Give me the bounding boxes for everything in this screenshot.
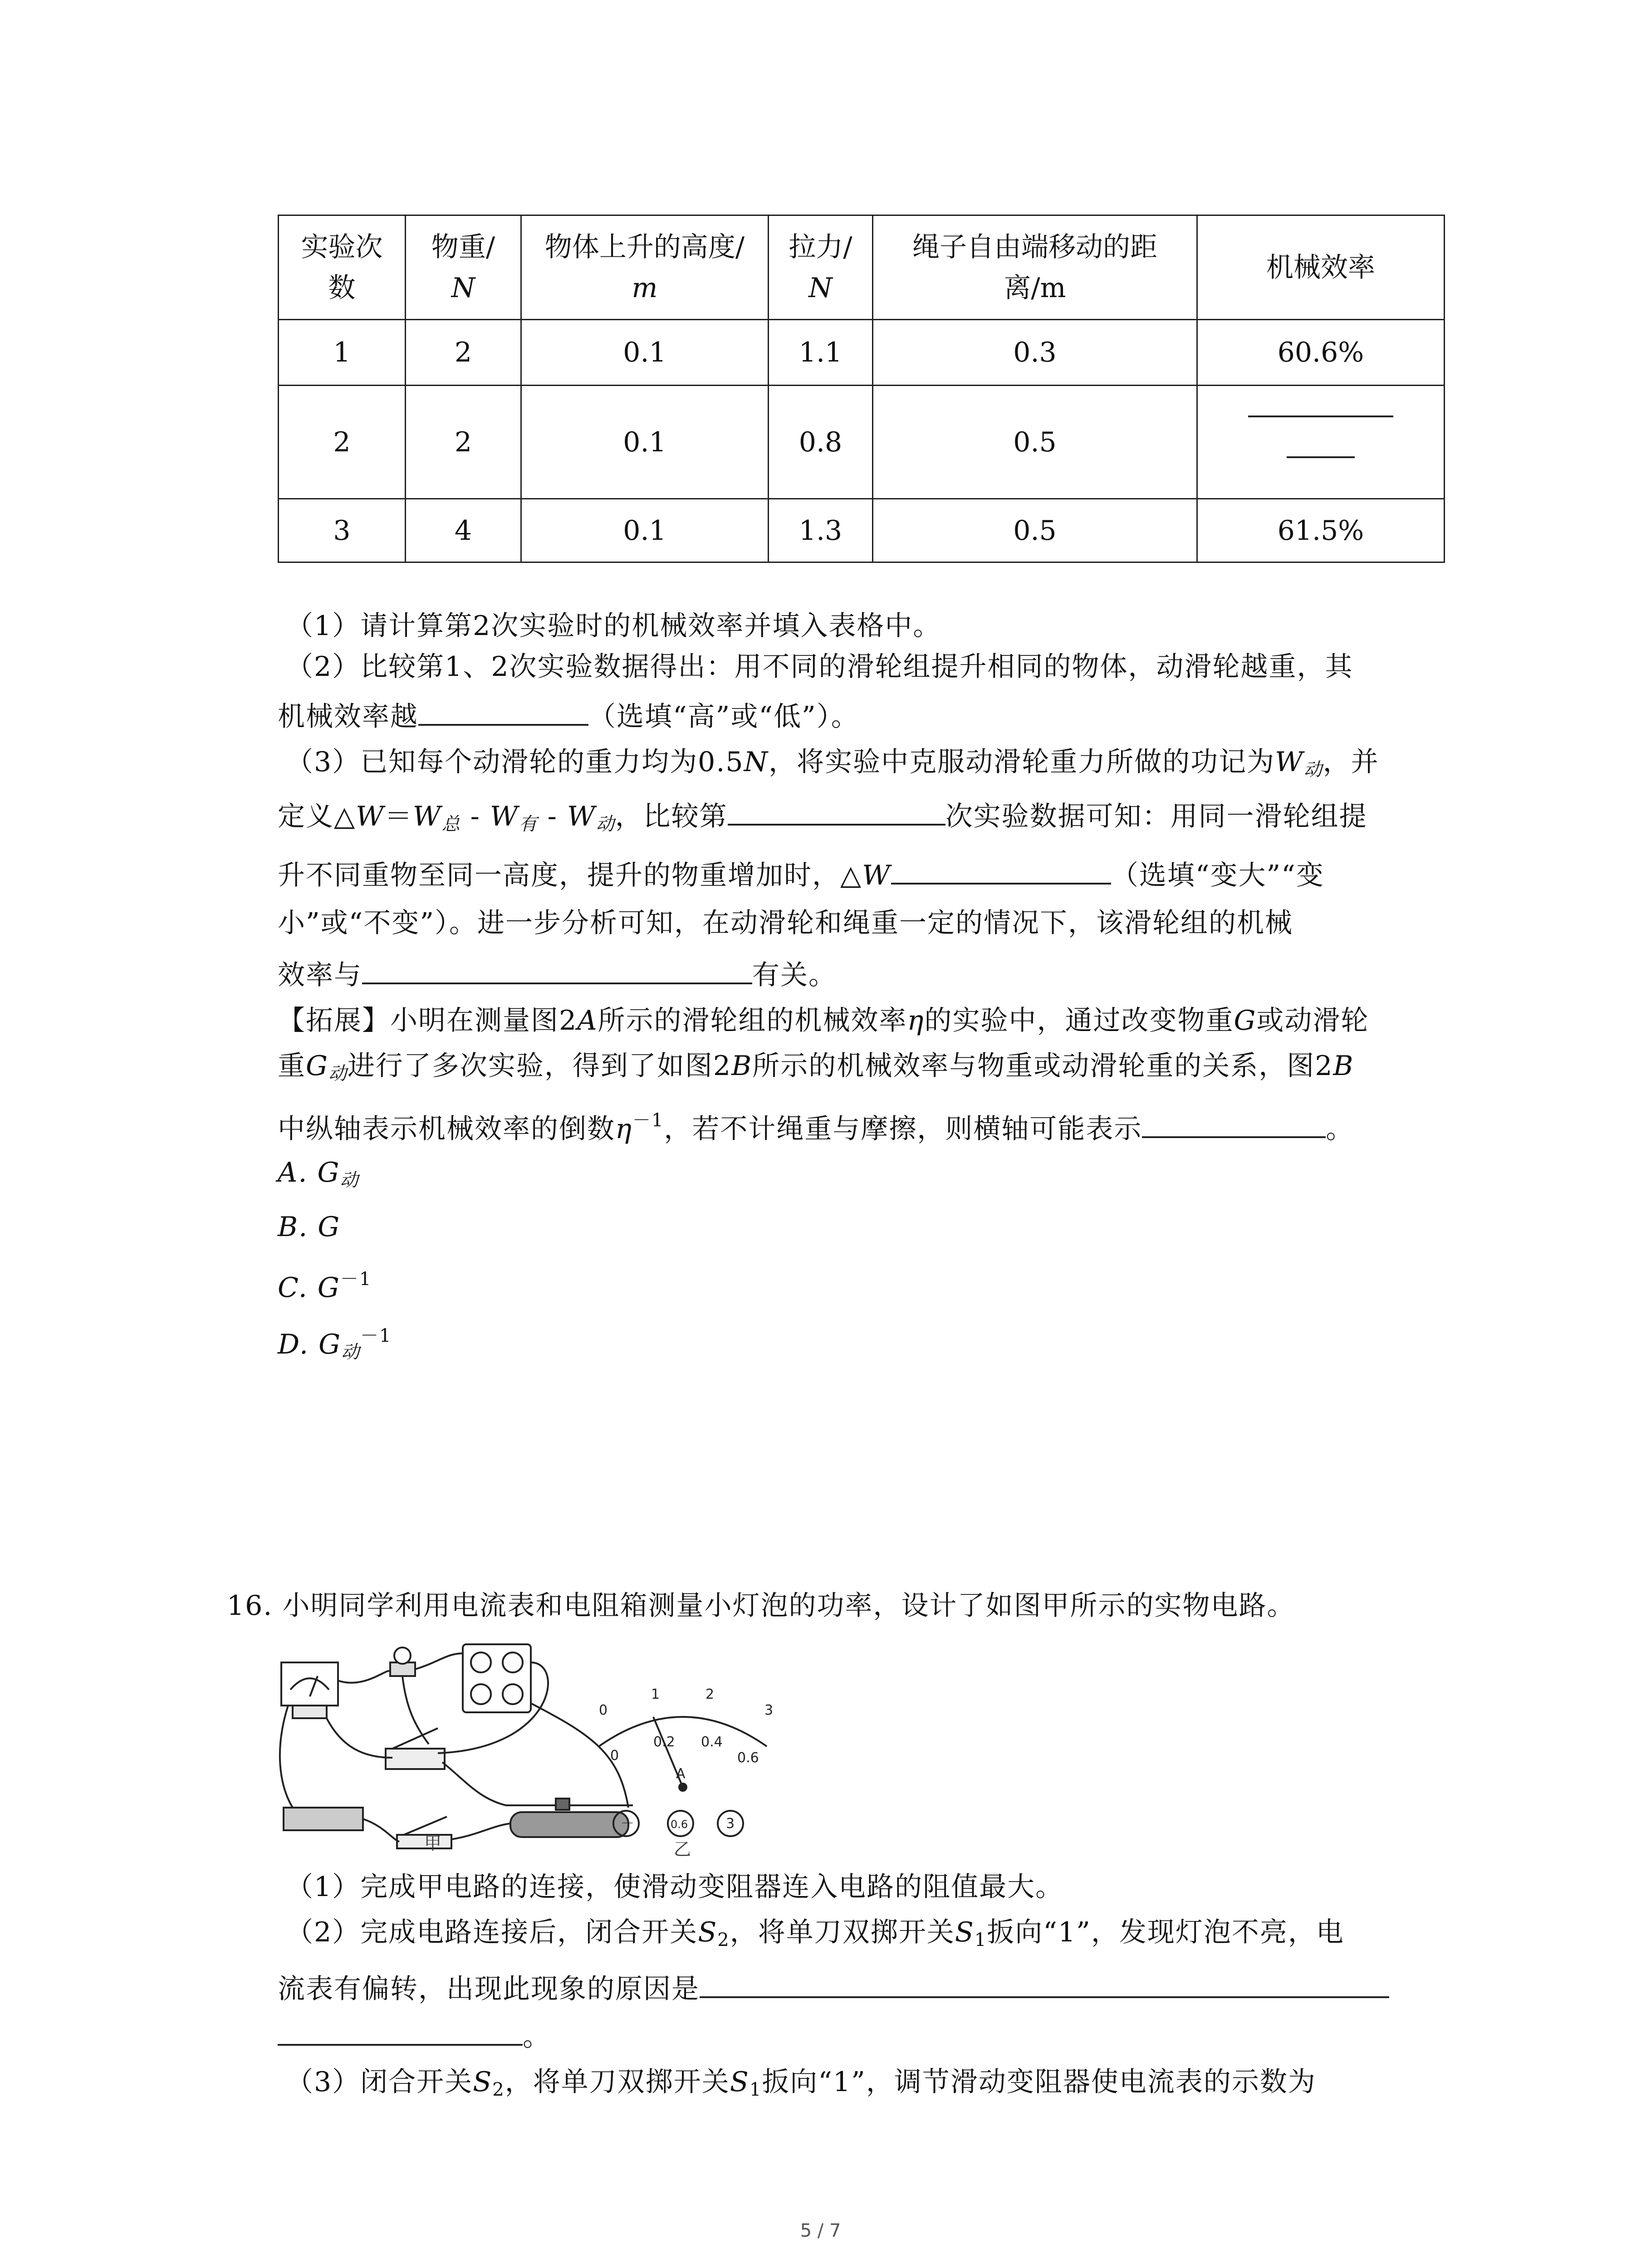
scale-top-0: 0 xyxy=(599,1702,608,1718)
table-row xyxy=(279,320,1445,386)
cell-weight: 2 xyxy=(406,386,521,499)
blank-line xyxy=(1287,456,1355,458)
scale-bottom-2: 0.4 xyxy=(701,1734,723,1750)
q16-stem: 16. 小明同学利用电流表和电阻箱测量小灯泡的功率，设计了如图甲所示的实物电路。 xyxy=(227,1590,1295,1622)
terminal-negative: － xyxy=(621,1816,634,1832)
cell-height: 0.1 xyxy=(521,499,769,562)
question-number: 16. xyxy=(227,1590,273,1622)
figure-label-jia: 甲 xyxy=(424,1833,442,1853)
scale-top-2: 2 xyxy=(705,1686,715,1702)
q16-part3-line1: （3）闭合开关$S_2$，将单刀双掷开关$S_1$扳向“1”，调节滑动变阻器使电流表的示数为 xyxy=(286,2066,1316,2100)
header-distance: 绳子自由端移动的距 离/m xyxy=(873,215,1197,320)
cell-distance: 0.5 xyxy=(873,386,1197,499)
scale-top-1: 1 xyxy=(651,1686,660,1702)
q15-part3-line2: 定义$\triangle W=W_总 - W_有 - W_动$，比较第 次实验数据可知：用同一滑轮组提 xyxy=(278,798,1367,842)
answer-blank-related-factor[interactable] xyxy=(362,957,752,984)
answer-blank-delta-w[interactable] xyxy=(891,857,1111,885)
q15-extension-line3: 中纵轴表示机械效率的倒数$\eta^{-1}$，若不计绳重与摩擦，则横轴可能表示 。 xyxy=(278,1110,1354,1145)
cell-height: 0.1 xyxy=(521,386,769,499)
header-trial: 实验次 数 xyxy=(279,215,406,320)
ammeter-dial-yi xyxy=(585,1678,780,1860)
cell-efficiency: 61.5% xyxy=(1197,499,1445,562)
scale-bottom-0: 0 xyxy=(610,1748,619,1764)
table-row xyxy=(279,386,1445,499)
q16-part1: （1）完成甲电路的连接，使滑动变阻器连入电路的阻值最大。 xyxy=(286,1871,1064,1903)
header-weight: 物重/ N xyxy=(406,215,521,320)
answer-blank-x-axis[interactable] xyxy=(1142,1111,1326,1138)
q15-part1: （1）请计算第2次实验时的机械效率并填入表格中。 xyxy=(286,610,941,642)
cell-efficiency: 60.6% xyxy=(1197,320,1445,386)
cell-force: 0.8 xyxy=(769,386,873,499)
q15-part3-line3: 升不同重物至同一高度，提升的物重增加时，△W （选填“变大”“变 xyxy=(278,857,1324,894)
header-efficiency: 机械效率 xyxy=(1197,215,1445,320)
terminal-3: 3 xyxy=(726,1816,735,1832)
q15-part2-line1: （2）比较第1、2次实验数据得出：用不同的滑轮组提升相同的物体，动滑轮越重，其 xyxy=(286,651,1353,683)
scale-bottom-1: 0.2 xyxy=(653,1734,675,1750)
scale-top-3: 3 xyxy=(764,1702,774,1718)
header-height: 物体上升的高度/ m xyxy=(521,215,769,320)
cell-weight: 4 xyxy=(406,499,521,562)
q15-part2-line2: 机械效率越 （选填“高”或“低”）。 xyxy=(278,699,859,735)
cell-height: 0.1 xyxy=(521,320,769,386)
option-b[interactable]: B. G xyxy=(278,1211,341,1243)
answer-blank-trial-numbers[interactable] xyxy=(728,798,945,826)
q16-part2-line3: 。 xyxy=(278,2019,551,2055)
table-row xyxy=(279,499,1445,562)
ammeter-unit: A xyxy=(676,1766,686,1782)
cell-trial: 3 xyxy=(279,499,406,562)
q15-extension-line1: 【拓展】小明在测量图2A所示的滑轮组的机械效率η的实验中，通过改变物重G或动滑轮 xyxy=(278,1005,1369,1036)
header-force: 拉力/ N xyxy=(769,215,873,320)
cell-distance: 0.5 xyxy=(873,499,1197,562)
page-number: 5 / 7 xyxy=(800,2220,841,2241)
cell-trial: 2 xyxy=(279,386,406,499)
q15-part3-line1: （3）已知每个动滑轮的重力均为0.5N，将实验中克服动滑轮重力所做的功记为$W_动$，并 xyxy=(286,746,1379,780)
answer-blank-reason-cont[interactable] xyxy=(278,2019,523,2046)
table-header-row xyxy=(279,215,1445,320)
option-c[interactable]: C. $G^{-1}$ xyxy=(278,1269,372,1304)
cell-weight: 2 xyxy=(406,320,521,386)
cell-trial: 1 xyxy=(279,320,406,386)
cell-force: 1.1 xyxy=(769,320,873,386)
q15-extension-line2: 重$G_动$进行了多次实验，得到了如图2B所示的机械效率与物重或动滑轮重的关系，图2B xyxy=(278,1050,1354,1084)
experiment-table xyxy=(278,215,1445,563)
blank-line xyxy=(1248,415,1393,417)
terminal-06: 0.6 xyxy=(671,1818,688,1831)
scale-bottom-3: 0.6 xyxy=(737,1750,759,1766)
answer-blank-reason[interactable] xyxy=(700,1971,1389,1998)
answer-blank-high-low[interactable] xyxy=(418,699,588,726)
cell-force: 1.3 xyxy=(769,499,873,562)
q16-part2-line2: 流表有偏转，出现此现象的原因是 xyxy=(278,1971,1389,2007)
figure-label-yi: 乙 xyxy=(674,1839,691,1859)
q15-part3-line4: 小”或“不变”）。进一步分析可知，在动滑轮和绳重一定的情况下，该滑轮组的机械 xyxy=(278,907,1293,939)
option-d[interactable]: D. $G_动^{-1}$ xyxy=(278,1325,392,1363)
efficiency-answer-blank[interactable] xyxy=(1197,386,1445,499)
q15-part3-line5: 效率与 有关。 xyxy=(278,957,837,993)
cell-distance: 0.3 xyxy=(873,320,1197,386)
q16-part2-line1: （2）完成电路连接后，闭合开关$S_2$，将单刀双掷开关$S_1$扳向“1”，发现灯泡不亮，电 xyxy=(286,1916,1344,1950)
option-a[interactable]: A. $G_动$ xyxy=(278,1157,359,1191)
